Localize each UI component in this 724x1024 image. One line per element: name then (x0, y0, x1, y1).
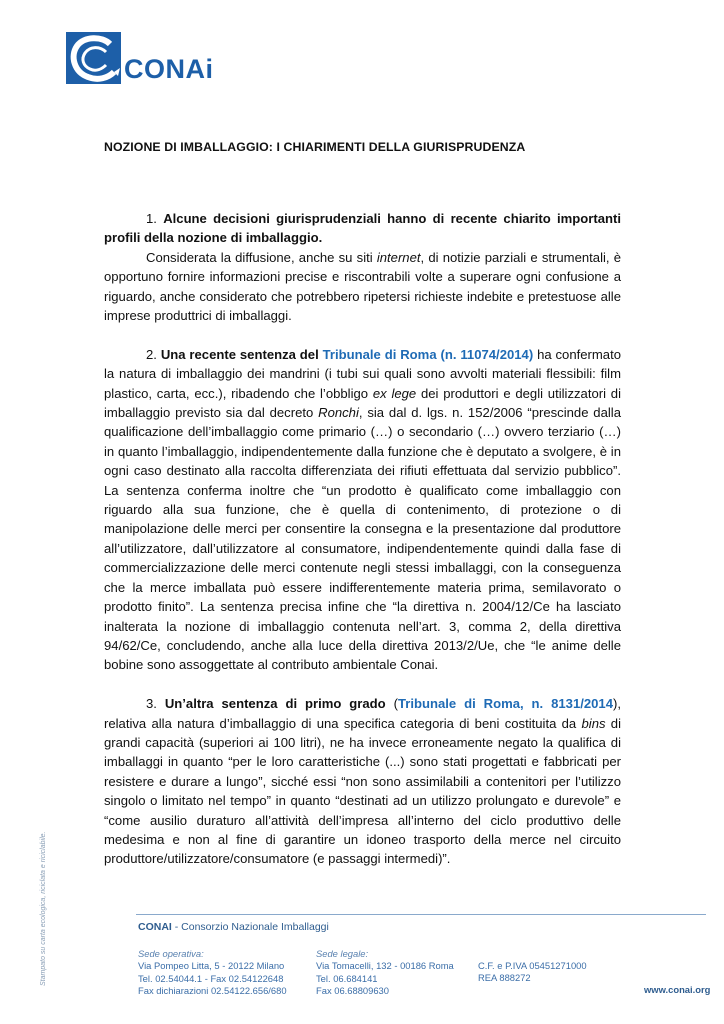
section-number: 3. (146, 696, 157, 712)
document-body (104, 209, 621, 869)
logo-wordmark: CONAi (124, 54, 214, 84)
footer-phone: Tel. 02.54044.1 - Fax 02.54122648 (138, 972, 284, 984)
footer-divider (136, 914, 706, 915)
logo-swirl-icon (66, 32, 121, 84)
section-1-title (104, 209, 621, 248)
text-run: ), relativa alla natura d’imballaggio di una specifica categoria di beni costituita da (104, 696, 621, 731)
footer-address: Via Tomacelli, 132 - 00186 Roma (316, 960, 454, 972)
section-number: 2. (146, 346, 157, 362)
recycled-paper-note: Stampato su carta ecologica, riciclata e riciclabile. (40, 831, 47, 986)
footer-phone: Tel. 06.684141 (316, 972, 378, 984)
footer-org-fullname: - Consorzio Nazionale Imballaggi (171, 921, 329, 933)
section-heading: Un’altra sentenza di primo grado (164, 696, 386, 712)
italic-term: Ronchi (318, 405, 359, 421)
text-run: ha confermato la natura di imballaggio dei mandrini (i tubi sui quali sono avvolti materiali flessibili: film plastico, carta, ecc.), ribadendo che l’obbligo (104, 346, 622, 401)
footer-legal-office (316, 948, 454, 998)
conai-logo (66, 32, 226, 88)
footer-label: Sede legale: (316, 948, 369, 959)
section-heading: Una recente sentenza del (160, 346, 319, 362)
text-run: , di notizie parziali e strumentali, è opportuno fornire informazioni precise e riscontrabili volte a superare ogni confusione a riguardo, anche considerato che potrebbero ripetersi richieste indebite e pretestuose alle imprese produttrici di imballaggi. (104, 249, 621, 324)
text-run: Considerata la diffusione, anche su siti (146, 249, 377, 265)
footer-vat: C.F. e P.IVA 05451271000 (478, 960, 587, 971)
footer-label: Sede operativa: (138, 948, 204, 959)
section-2-paragraph (104, 345, 621, 675)
court-reference-link[interactable]: Tribunale di Roma (n. 11074/2014) (322, 346, 534, 362)
italic-term: ex lege (372, 385, 417, 401)
footer-org-name: CONAI (138, 921, 172, 933)
footer-fax: Fax dichiarazioni 02.54122.656/680 (138, 985, 287, 997)
text-run: , sia dal d. lgs. n. 152/2006 “prescinde dalla qualificazione dell’imballaggio come primario (…) o secondario (…) ovvero terziario (…) in quanto l’imballaggio, indipendentemente dalla funzione che è deputato a svolgere, è in ogni caso destinato alla raccolta differenziata dei rifiuti effettuata dal servizio pubblico”. La sentenza conferma inoltre che “un prodotto è qualificato come imballaggio con riguardo alla sua funzione, che è quella di contenimento, di protezione o di manipolazione delle merci per consentire la consegna e la presentazione dal produttore all’utilizzatore, dall’utilizzatore al consumatore, indipendentemente quindi dalla fase di commercializzazione delle merci contenute negli stessi imballaggi, con la conseguenza che la merce imballata può essere indifferentemente materia prima, semilavorato o prodotto finito”. La sentenza precisa infine che “la direttiva n. 2004/12/Ce ha lasciato inalterata la nozione di imballaggio contenuta nell’art. 3, comma 2, della direttiva 94/62/Ce, concludendo, anche alla luce della direttiva 2013/2/Ue, che “le anime delle bobine sono assoggettate al contributo ambientale Conai. (104, 405, 621, 673)
page-title: NOZIONE DI IMBALLAGGIO: I CHIARIMENTI DELLA GIURISPRUDENZA (104, 140, 526, 154)
court-reference-link[interactable]: Tribunale di Roma, n. 8131/2014 (397, 696, 613, 712)
footer-operational-office (138, 948, 287, 998)
section-3-paragraph (104, 694, 621, 869)
text-run: ( (385, 696, 398, 712)
website-link[interactable]: www.conai.org (644, 984, 711, 995)
text-run: dei produttori e degli utilizzatori di imballaggio previsto sia dal decreto (104, 385, 621, 421)
section-1-paragraph (104, 248, 621, 326)
logo-mark (66, 32, 121, 84)
footer-org (138, 921, 329, 933)
text-run: di grandi capacità (superiori ai 100 litri), ne ha invece erroneamente negato la qualifica di imballaggi in quanto “per le loro caratteristiche (...) sono stati progettati e fabbricati per resistere e durare a lungo”, sicché essi “non sono assimilabili a contenitori per l’utilizzo singolo o limitato nel tempo” in quanto “destinati ad un utilizzo prolungato e durevole” e “come ausilio duraturo all’attività dell’impresa all’interno del ciclo produttivo delle medesima e non al fine di garantire un idoneo trasporto della merce nel circuito produttore/utilizzatore/consumatore (e passaggi intermedi)”. (104, 715, 621, 867)
footer-rea: REA 888272 (478, 972, 531, 984)
italic-term: internet (376, 249, 421, 265)
section-number: 1. (146, 211, 157, 226)
footer-fax: Fax 06.68809630 (316, 985, 389, 997)
section-heading: Alcune decisioni giurisprudenziali hanno di recente chiarito importanti profili della nozione di imballaggio. (104, 211, 621, 246)
footer-address: Via Pompeo Litta, 5 - 20122 Milano (138, 960, 285, 972)
italic-term: bins (581, 715, 606, 731)
footer-tax-info (478, 960, 587, 985)
